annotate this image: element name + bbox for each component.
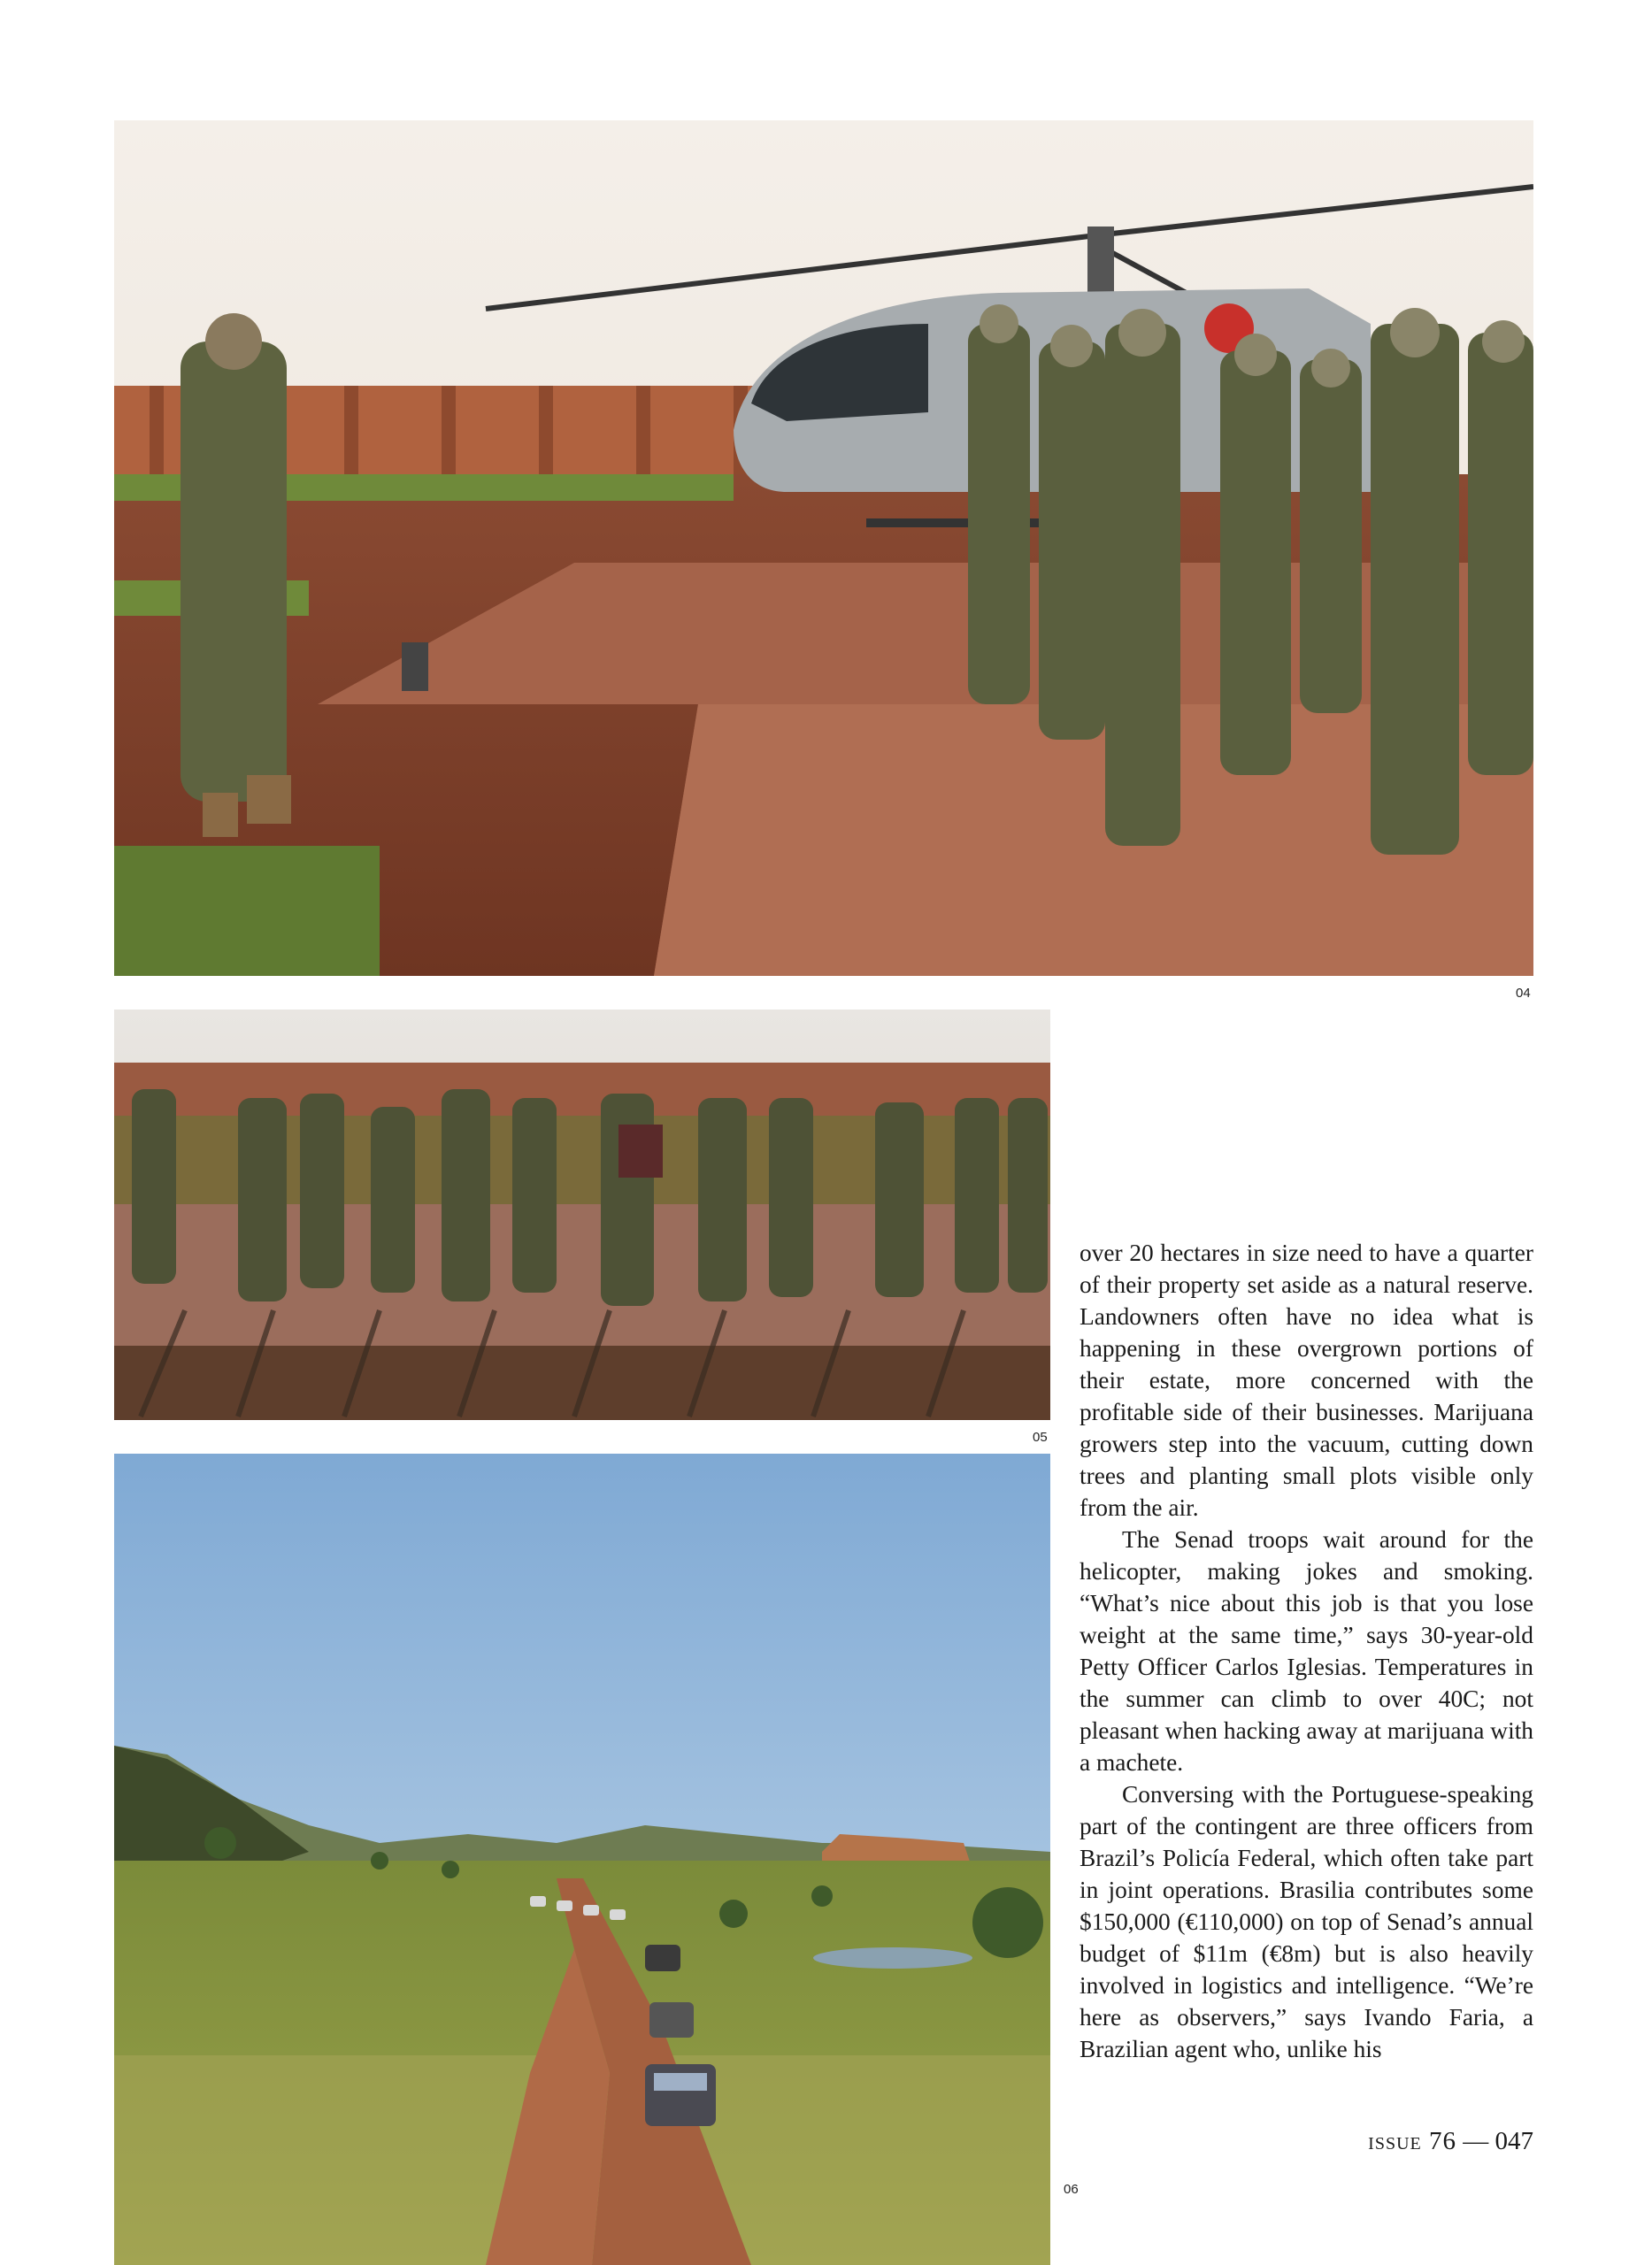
- issue-label: issue 76: [1368, 2127, 1456, 2155]
- folio-separator: —: [1456, 2127, 1495, 2155]
- article-paragraph: Conversing with the Portuguese-speaking part of the contingent are three officers from Brazil’s Policía Federal, which often take part in joint operations. Brasilia contributes some $150,000 (€110,000) on top of Senad’s annual budget of $11m (€8m) but is also heavily involved in logistics and intelligence. “We’re here as observers,” says Ivando Faria, a Brazilian agent who, unlike his: [1080, 1781, 1533, 2062]
- photo-troops-marching: [114, 1010, 1050, 1420]
- photo-helicopter-briefing: [114, 120, 1533, 976]
- photo-number-06: 06: [1064, 2182, 1079, 2197]
- page-folio: [1221, 2127, 1533, 2156]
- photo-number-05: 05: [1033, 1430, 1048, 1445]
- article-paragraph: over 20 hectares in size need to have a quarter of their property set aside as a natural reserve. Landowners often have no idea what is happening in these overgrown portions of their estate, more concerned with the profitable side of their businesses. Marijuana growers step into the vacuum, cutting down trees and planting small plots visible only from the air.: [1080, 1240, 1533, 1521]
- page-number: 047: [1494, 2127, 1533, 2155]
- article-paragraph: The Senad troops wait around for the helicopter, making jokes and smoking. “What’s nice about this job is that you lose weight at the same time,” says 30-year-old Petty Officer Carlos Iglesias. Temperatures in the summer can climb to over 40C; not pleasant when hacking away at marijuana with a machete.: [1080, 1526, 1533, 1776]
- photo-convoy-dirt-road: [114, 1454, 1050, 2265]
- article-body: [1080, 1237, 1533, 2065]
- photo-number-04: 04: [1516, 986, 1531, 1001]
